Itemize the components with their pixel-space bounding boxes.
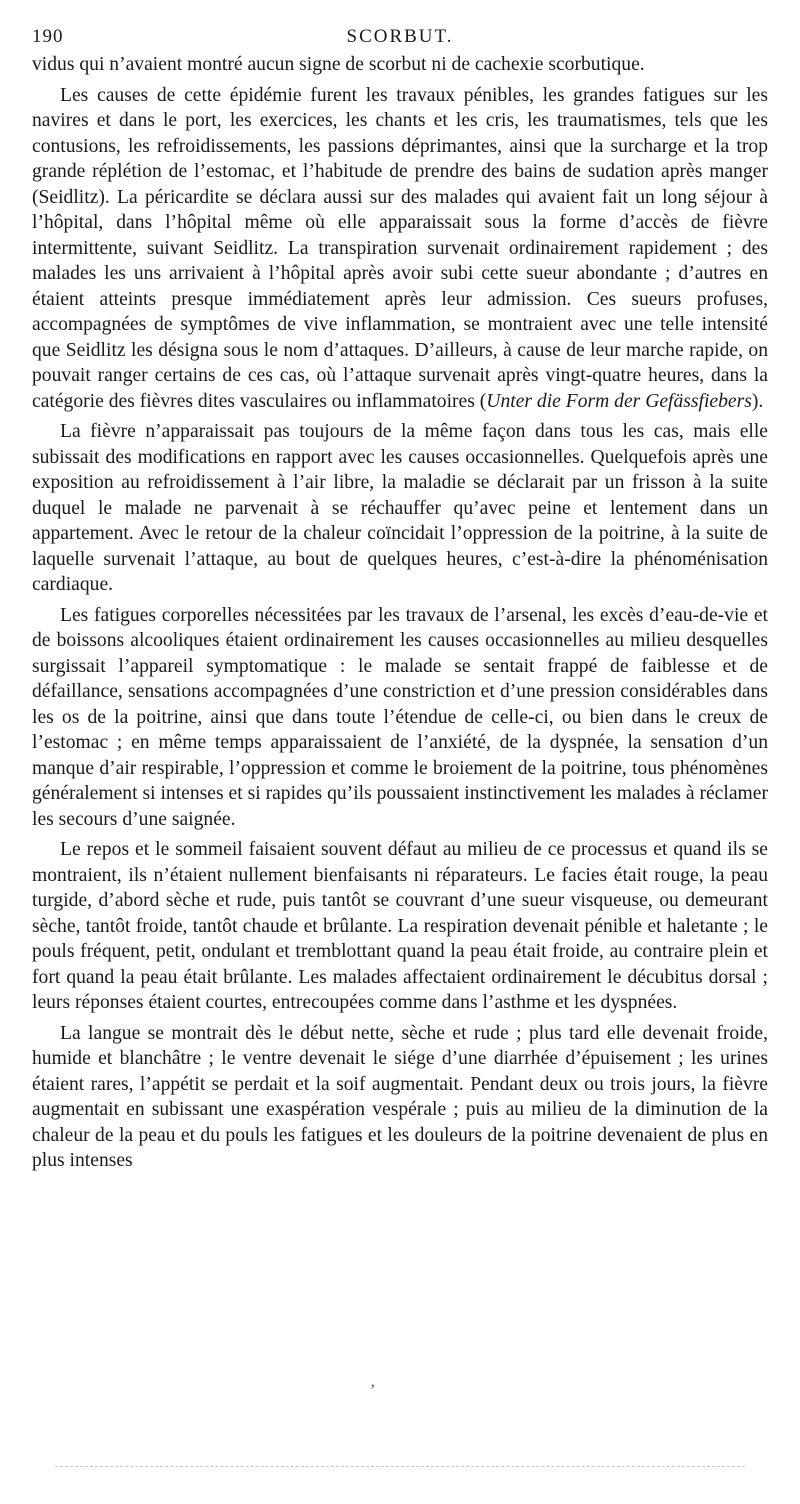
- page-number: 190: [32, 26, 64, 47]
- paragraph-tail: ).: [751, 390, 764, 412]
- paragraph-causes: [32, 83, 768, 415]
- scan-artifact-line: [55, 1466, 745, 1467]
- paragraph-fatigues: [32, 603, 768, 833]
- paragraph-text: La fièvre n’apparaissait pas toujours de la même façon dans tous les cas, mais elle subissait des modifications en rapport avec les causes occasionnelles. Quelquefois après une exposition au refroidissement à l’air libre, la maladie se déclarait par un frisson à la suite duquel le malade ne parvenait à se réchauffer qu’avec peine et lentement dans un appartement. Avec le retour de la chaleur coïncidait l’oppression de la poitrine, à la suite de laquelle survenait l’attaque, au bout de quelques heures, c’est-à-dire la phénoménisation cardiaque.: [32, 421, 768, 595]
- paragraph-text: La langue se montrait dès le début nette, sèche et rude ; plus tard elle devenait froide, humide et blanchâtre ; le ventre devenait le siége d’une diarrhée d’épuisement ; les urines étaient rares, l’appétit se perdait et la soif augmentait. Pendant deux ou trois jours, la fièvre augmentait en subissant une exaspération vespérale ; puis au milieu de la diminution de la chaleur de la peau et du pouls les fatigues et les douleurs de la poitrine devenaient de plus en plus intenses: [32, 1022, 768, 1171]
- paragraph-text: Les fatigues corporelles nécessitées par les travaux de l’arsenal, les excès d’eau-de-vie et de boissons alcooliques étaient ordinairement les causes occasionnelles au milieu desquelles surgissait l’appareil symptomatique : le malade se sentait frappé de faiblesse et de défaillance, sensations accompagnées d’une constriction et d’une pression considérables dans les os de la poitrine, ainsi que dans toute l’étendue de celle-ci, ou bien dans le creux de l’estomac ; en même temps apparaissaient de l’anxiété, de la dyspnée, la sensation d’un manque d’air respirable, l’oppression et comme le broiement de la poitrine, tous phénomènes généralement si intenses et si rapides qu’ils poussaient instinctivement les malades à réclamer les secours d’une saignée.: [32, 604, 768, 830]
- footer-mark: ’: [370, 1382, 376, 1399]
- page-header: [32, 22, 768, 52]
- paragraph-text: Les causes de cette épidémie furent les travaux pénibles, les grandes fatigues sur les navires et dans le port, les exercices, les chants et les cris, les traumatismes, tels que les contusions, les refroidissements, les passions déprimantes, ainsi que la surcharge et la trop grande réplétion de l’estomac, et l’habitude de prendre des bains de sudation après manger (Seidlitz). La péricardite se déclara aussi sur des malades qui avaient fait un long séjour à l’hôpital, dans l’hôpital même où elle apparaissait sous la forme d’accès de fièvre intermittente, suivant Seidlitz. La transpiration survenait ordinairement rapidement ; des malades les uns arrivaient à l’hôpital après avoir subi cette sueur abondante ; d’autres en étaient atteints presque immédiatement après leur admission. Ces sueurs profuses, accompagnées de symptômes de vive inflammation, se montraient avec une telle intensité que Seidlitz les désigna sous le nom d’attaques. D’ailleurs, à cause de leur marche rapide, on pouvait ranger certains de ces cas, où l’attaque survenait après vingt-quatre heures, dans la catégorie des fièvres dites vasculaires ou inflammatoires (: [32, 84, 768, 412]
- paragraph-text: Le repos et le sommeil faisaient souvent défaut au milieu de ce processus et quand ils se montraient, ils n’étaient nullement bienfaisants ni réparateurs. Le facies était rouge, la peau turgide, d’abord sèche et rude, puis tantôt se couvrant d’une sueur visqueuse, ou demeurant sèche, tantôt froide, tantôt chaude et brûlante. La respiration devenait pénible et haletante ; le pouls fréquent, petit, ondulant et tremblottant quand la peau était froide, au contraire plein et fort quand la peau était brûlante. Les malades affectaient ordinairement le décubitus dorsal ; leurs réponses étaient courtes, entrecoupées comme dans l’asthme et les dyspnées.: [32, 839, 768, 1013]
- italic-citation: Unter die Form der Gefässfiebers: [486, 390, 752, 412]
- paragraph-rest: [32, 837, 768, 1016]
- paragraph-continued: [32, 52, 768, 78]
- running-title: SCORBUT.: [346, 26, 454, 47]
- book-page: [32, 22, 768, 1179]
- paragraph-fever: [32, 419, 768, 598]
- paragraph-text: vidus qui n’avaient montré aucun signe de scorbut ni de cachexie scorbutique.: [32, 54, 645, 75]
- body-text: [32, 52, 768, 1174]
- paragraph-tongue: [32, 1021, 768, 1174]
